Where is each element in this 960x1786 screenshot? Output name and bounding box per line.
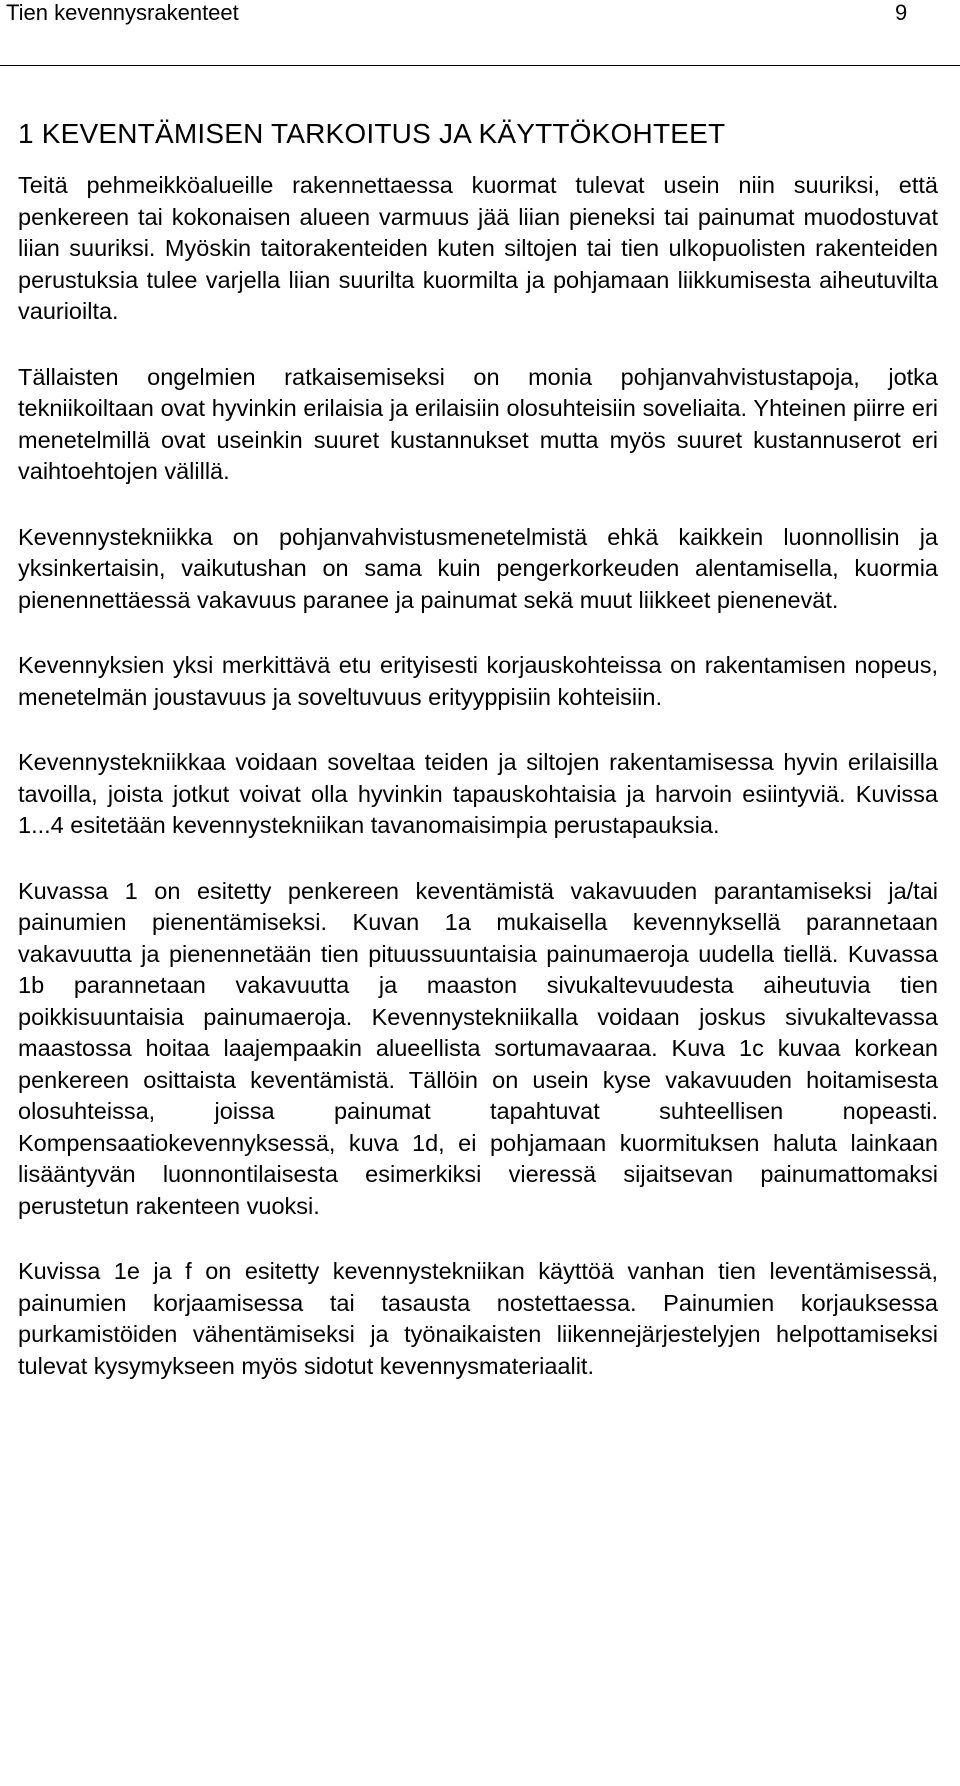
paragraph-3: Kevennystekniikka on pohjanvahvistusmenetelmistä ehkä kaikkein luonnollisin ja yksinkertaisin, vaikutushan on sama kuin pengerkorkeuden alentamisella, kuormia pienennettäessä vakavuus paranee ja painumat sekä muut liikkeet pienenevät.	[18, 523, 938, 613]
paragraph-1: Teitä pehmeikköalueille rakennettaessa kuormat tulevat usein niin suuriksi, että penkereen tai kokonaisen alueen varmuus jää liian pieneksi tai painumat muodostuvat liian suuriksi. Myöskin taitorakenteiden kuten siltojen tai tien ulkopuolisten rakenteiden perustuksia tulee varjella liian suurilta kuormilta ja pohjamaan liikkumisesta aiheutuvilta vaurioilta.	[18, 172, 938, 324]
paragraph-5: Kevennystekniikkaa voidaan soveltaa teiden ja siltojen rakentamisessa hyvin erilaisilla tavoilla, joista jotkut voivat olla hyvinkin tapauskohtaisia ja harvoin esiintyviä. Kuvissa 1...4 esitetään kevennystekniikan tavanomaisimpia perustapauksia.	[18, 749, 938, 838]
paragraph-4: Kevennyksien yksi merkittävä etu erityisesti korjauskohteissa on rakentamisen nopeus, menetelmän joustavuus ja soveltuvuus erityyppisiin kohteisiin.	[18, 652, 938, 710]
paragraph-2: Tällaisten ongelmien ratkaisemiseksi on monia pohjanvahvistustapoja, jotka tekniikoiltaan ovat hyvinkin erilaisia ja erilaisiin olosuhteisiin soveliaita. Yhteinen piirre eri menetelmillä ovat useinkin suuret kustannukset mutta myös suuret kustannuserot eri vaihtoehtojen välillä.	[18, 363, 938, 484]
header-divider	[0, 65, 960, 66]
paragraph-6: Kuvassa 1 on esitetty penkereen keventämistä vakavuuden parantamiseksi ja/tai painumien pienentämiseksi. Kuvan 1a mukaisella kevennyksellä parannetaan vakavuutta ja pienennetään tien pituussuuntaisia painumaeroja uudella tiellä. Kuvassa 1b parannetaan vakavuutta ja maaston sivukaltevuudesta aiheutuvia tien poikkisuuntaisia painumaeroja. Kevennystekniikalla voidaan joskus sivukaltevassa maastossa hoitaa laajempaakin alueellista sortumavaaraa. Kuva 1c kuvaa korkean penkereen osittaista keventämistä. Tällöin on usein kyse vakavuuden hoitamisesta olosuhteissa, joissa painumat tapahtuvat suhteellisen nopeasti. Kompensaatiokevennyksessä, kuva 1d, ei pohjamaan kuormituksen haluta lainkaan lisääntyvän luonnontilaisesta esimerkiksi vieressä sijaitsevan painumattomaksi perustetun rakenteen vuoksi.	[18, 877, 938, 1219]
running-header-title: Tien kevennysrakenteet	[6, 0, 239, 25]
page-number: 9	[895, 0, 908, 25]
page-header	[0, 0, 960, 70]
document-body	[18, 116, 938, 1416]
chapter-heading: 1 KEVENTÄMISEN TARKOITUS JA KÄYTTÖKOHTEET	[18, 118, 726, 149]
paragraph-7: Kuvissa 1e ja f on esitetty kevennystekniikan käyttöä vanhan tien leventämisessä, painumien korjaamisessa tai tasausta nostettaessa. Painumien korjauksessa purkamistöiden vähentämiseksi ja työnaikaisten liikennejärjestelyjen helpottamiseksi tulevat kysymykseen myös sidotut kevennysmateriaalit.	[18, 1258, 938, 1379]
